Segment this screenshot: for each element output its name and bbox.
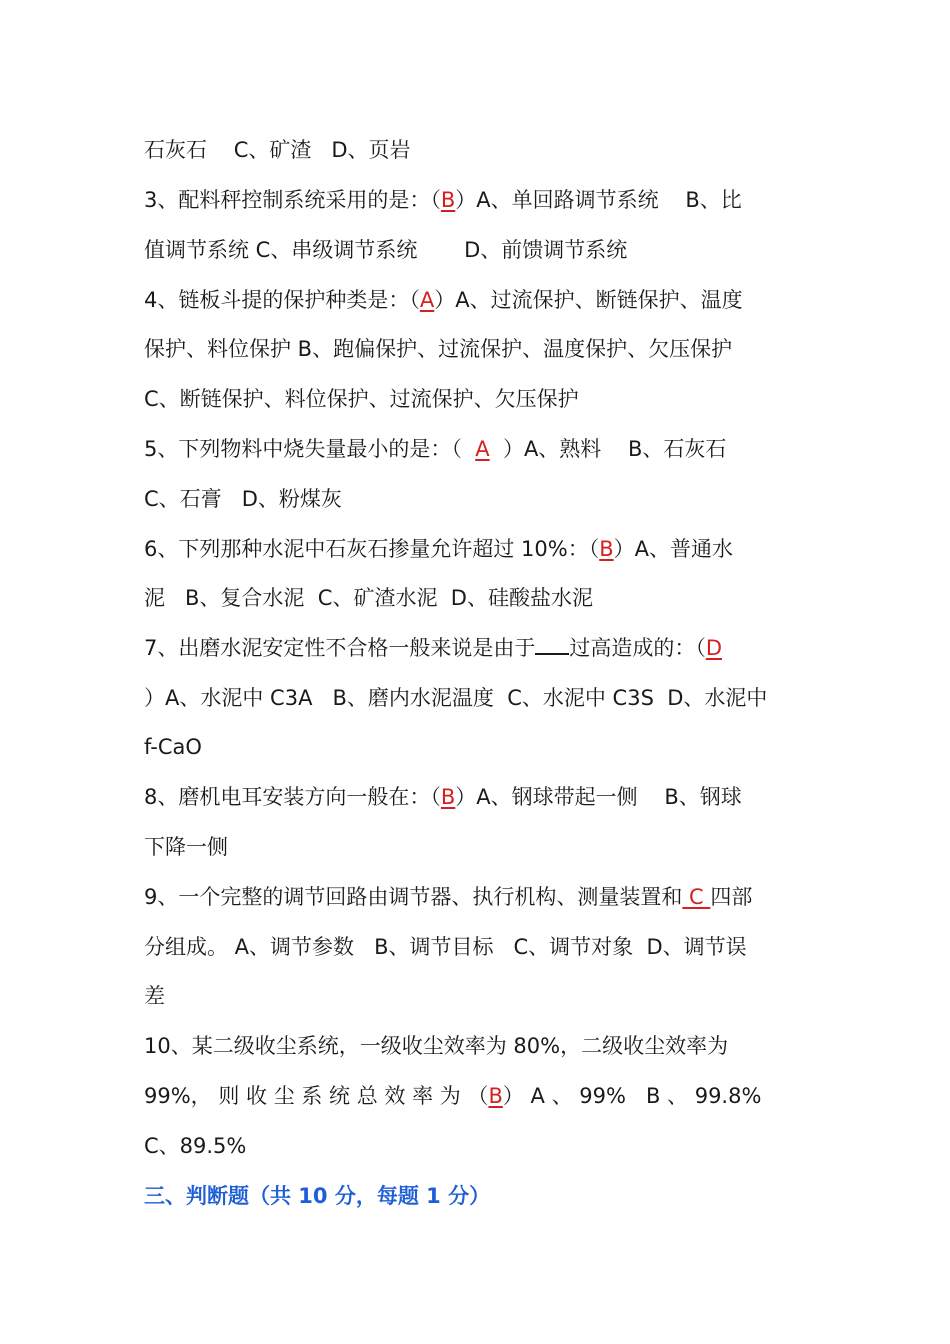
text-line	[144, 331, 814, 367]
question-7	[144, 630, 814, 666]
question-5	[144, 431, 814, 467]
option-text: 值调节系统 C、串级调节系统 D、前馈调节系统	[144, 238, 628, 262]
question-text: 4、链板斗提的保护种类是：（	[144, 288, 420, 312]
question-10	[144, 1028, 814, 1064]
question-text: 四部	[710, 885, 753, 909]
text-line	[144, 729, 814, 765]
text-line	[144, 481, 814, 517]
option-text: ）A、单回路调节系统 B、比	[455, 188, 742, 212]
answer-mark: B	[599, 537, 614, 561]
option-text: C、89.5%	[144, 1134, 247, 1158]
text-line	[144, 680, 814, 716]
text-line	[144, 232, 814, 268]
option-text: C、断链保护、料位保护、过流保护、欠压保护	[144, 387, 579, 411]
question-text: 9、一个完整的调节回路由调节器、执行机构、测量装置和	[144, 885, 683, 909]
option-text: ） A 、 99% B 、 99.8%	[502, 1084, 762, 1108]
text-line	[144, 929, 814, 965]
question-text: 8、磨机电耳安装方向一般在：（	[144, 785, 441, 809]
answer-mark: A	[475, 437, 490, 461]
option-text: ）A、水泥中 C3A B、磨内水泥温度 C、水泥中 C3S D、水泥中	[144, 686, 768, 710]
answer-mark: B	[440, 785, 456, 809]
question-4	[144, 282, 814, 318]
question-text: 6、下列那种水泥中石灰石掺量允许超过 10%：（	[144, 537, 600, 561]
answer-mark: B	[440, 188, 456, 212]
question-text: 3、配料秤控制系统采用的是：（	[144, 188, 441, 212]
text-line	[144, 829, 814, 865]
option-text: ）A、普通水	[613, 537, 734, 561]
option-text: f-CaO	[144, 735, 202, 759]
option-text: ）A、过流保护、断链保护、温度	[434, 288, 743, 312]
question-8	[144, 779, 814, 815]
answer-mark: B	[488, 1084, 503, 1108]
option-text: 分组成。 A、调节参数 B、调节目标 C、调节对象 D、调节误	[144, 935, 747, 959]
text-line	[144, 978, 814, 1014]
question-text: 10、某二级收尘系统，一级收尘效率为 80%，二级收尘效率为	[144, 1034, 729, 1058]
question-text: 5、下列物料中烧失量最小的是：（	[144, 437, 476, 461]
section-heading	[144, 1178, 814, 1214]
question-3	[144, 182, 814, 218]
question-text: 过高造成的：（	[569, 636, 706, 660]
option-text: 差	[144, 984, 165, 1008]
text-line	[144, 132, 814, 168]
question-text: 99%， 则 收 尘 系 统 总 效 率 为 （	[144, 1084, 489, 1108]
section-heading-text: 三、判断题（共 10 分，每题 1 分）	[144, 1184, 491, 1208]
option-text: 泥 B、复合水泥 C、矿渣水泥 D、硅酸盐水泥	[144, 586, 593, 610]
text-line	[144, 1078, 814, 1114]
option-text: ）A、钢球带起一侧 B、钢球	[455, 785, 742, 809]
option-text: 下降一侧	[144, 835, 228, 859]
option-text: 石灰石 C、矿渣 D、页岩	[144, 138, 411, 162]
option-text: 保护、料位保护 B、跑偏保护、过流保护、温度保护、欠压保护	[144, 337, 733, 361]
question-9	[144, 879, 814, 915]
answer-mark: D	[705, 636, 723, 660]
option-text: C、石膏 D、粉煤灰	[144, 487, 342, 511]
answer-mark: C	[682, 885, 711, 909]
text-line	[144, 580, 814, 616]
answer-mark: A	[419, 288, 435, 312]
option-text: ）A、熟料 B、石灰石	[489, 437, 727, 461]
question-text: 7、出磨水泥安定性不合格一般来说是由于	[144, 636, 536, 660]
question-6	[144, 531, 814, 567]
text-line	[144, 1128, 814, 1164]
fill-blank	[535, 631, 569, 655]
text-line	[144, 381, 814, 417]
